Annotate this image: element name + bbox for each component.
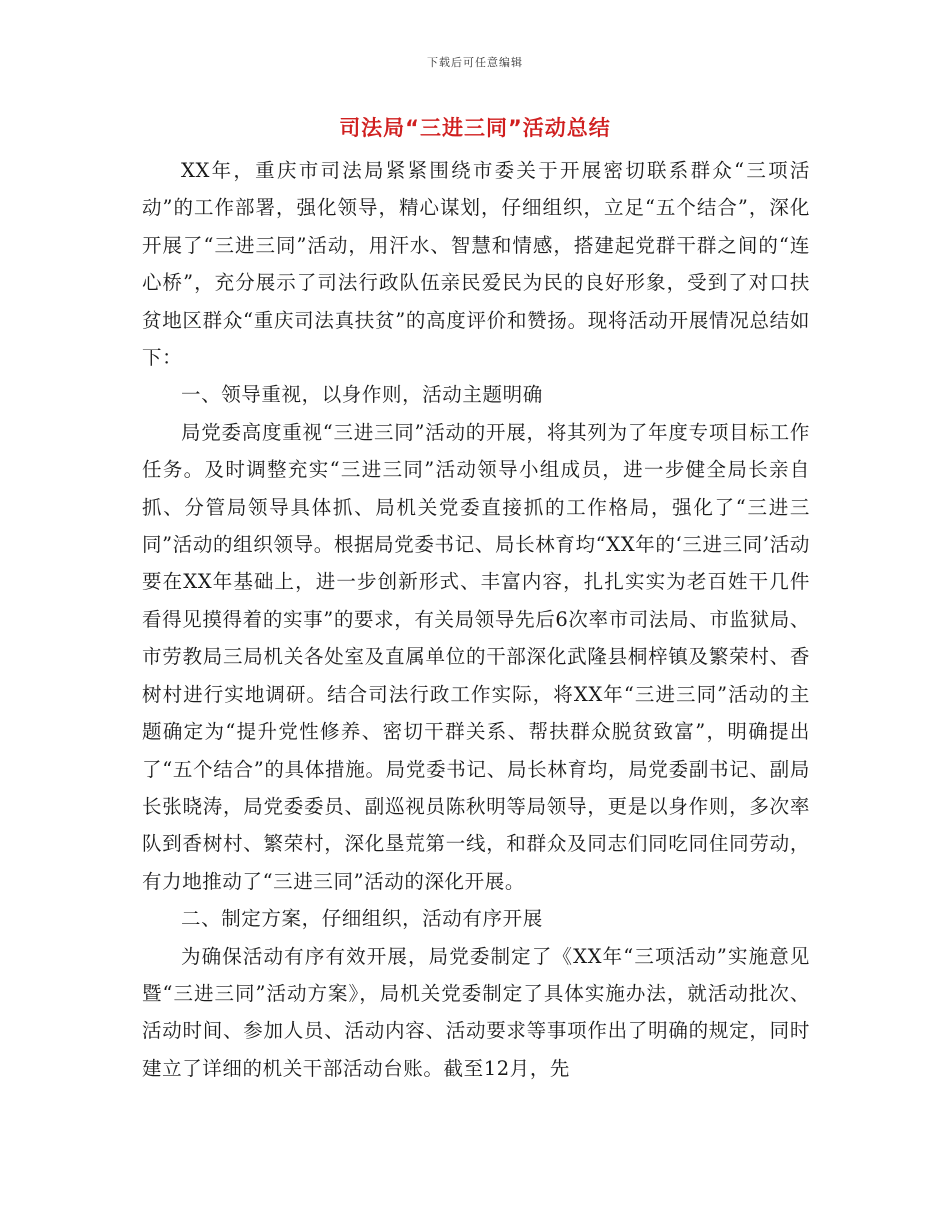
document-body bbox=[142, 152, 810, 1087]
section-2-heading: 二、制定方案，仔细组织，活动有序开展 bbox=[181, 907, 543, 931]
header-note: 下载后可任意编辑 bbox=[427, 56, 523, 69]
section-2-paragraph: 为确保活动有序有效开展，局党委制定了《XX年“三项活动”实施意见暨“三进三同”活动方案》，局机关党委制定了具体实施办法，就活动批次、活动时间、参加人员、活动内容、活动要求等事项作出了明确的规定，同时建立了详细的机关干部活动台账。截至12月，先 bbox=[142, 944, 810, 1080]
document-title: 司法局“三进三同”活动总结 bbox=[339, 116, 611, 140]
section-1-heading: 一、领导重视，以身作则，活动主题明确 bbox=[181, 383, 543, 407]
intro-paragraph: XX年，重庆市司法局紧紧围绕市委关于开展密切联系群众“三项活动”的工作部署，强化领导，精心谋划，仔细组织，立足“五个结合”，深化开展了“三进三同”活动，用汗水、智慧和情感，搭建起党群干群之间的“连心桥”，充分展示了司法行政队伍亲民爱民为民的良好形象，受到了对口扶贫地区群众“重庆司法真扶贫”的高度评价和赞扬。现将活动开展情况总结如下： bbox=[142, 159, 810, 370]
section-1-paragraph: 局党委高度重视“三进三同”活动的开展，将其列为了年度专项目标工作任务。及时调整充实“三进三同”活动领导小组成员，进一步健全局长亲自抓、分管局领导具体抓、局机关党委直接抓的工作格局，强化了“三进三同”活动的组织领导。根据局党委书记、局长林育均“XX年的‘三进三同’活动要在XX年基础上，进一步创新形式、丰富内容，扎扎实实为老百姓干几件看得见摸得着的实事”的要求，有关局领导先后6次率市司法局、市监狱局、市劳教局三局机关各处室及直属单位的干部深化武隆县桐梓镇及繁荣村、香树村进行实地调研。结合司法行政工作实际，将XX年“三进三同”活动的主题确定为“提升党性修养、密切干群关系、帮扶群众脱贫致富”，明确提出了“五个结合”的具体措施。局党委书记、局长林育均，局党委副书记、副局长张晓涛，局党委委员、副巡视员陈秋明等局领导，更是以身作则，多次率队到香树村、繁荣村，深化垦荒第一线，和群众及同志们同吃同住同劳动，有力地推动了“三进三同”活动的深化开展。 bbox=[142, 420, 810, 893]
